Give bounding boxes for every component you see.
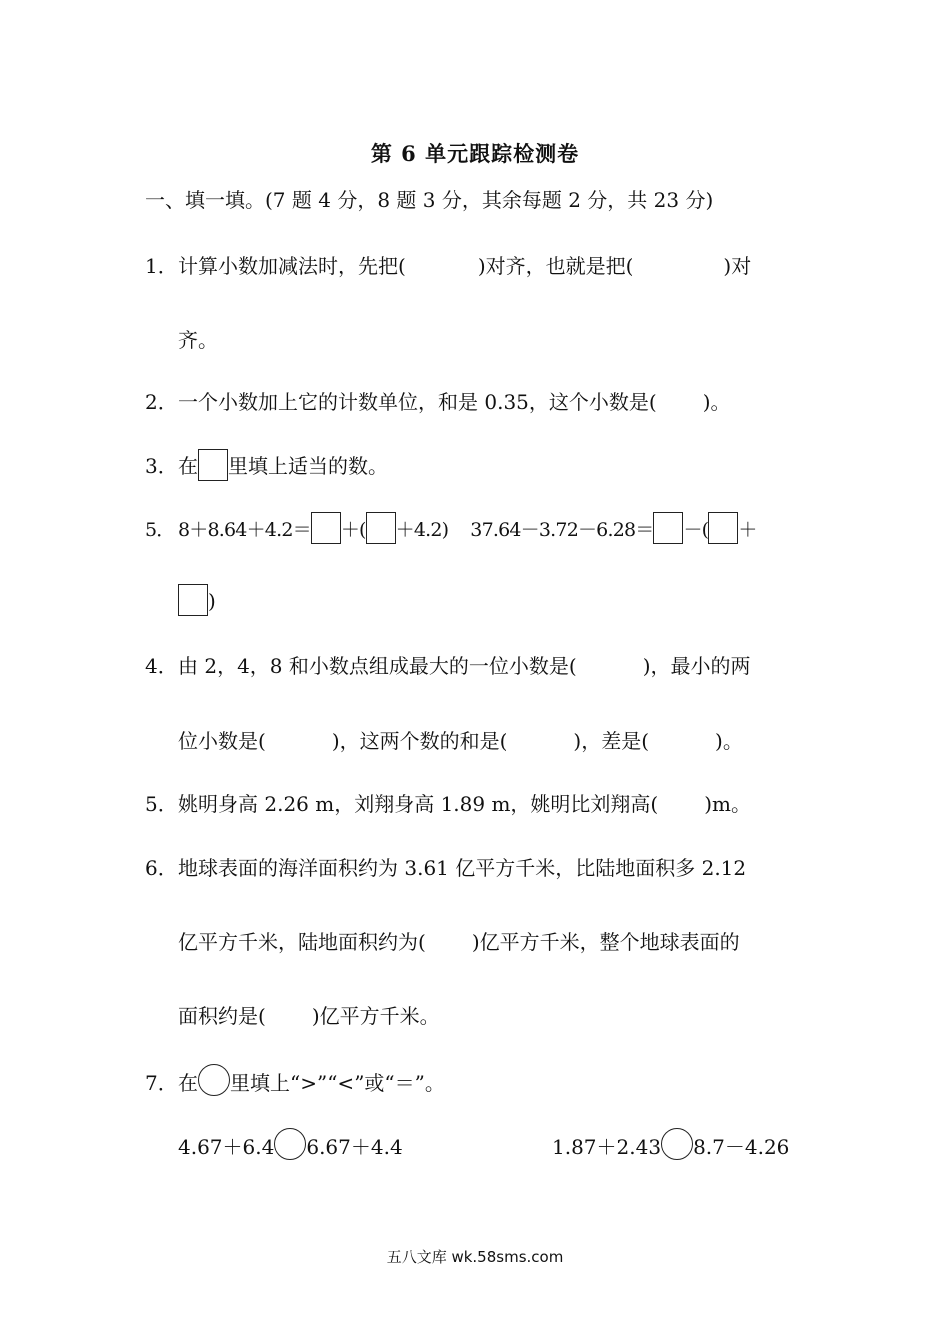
question-text: 一个小数加上它的计数单位，和是 0.35，这个小数是( — [178, 390, 657, 414]
answer-circle[interactable] — [661, 1128, 693, 1160]
answer-circle[interactable] — [274, 1128, 306, 1160]
answer-circle[interactable] — [198, 1064, 230, 1096]
question-number: 5． — [145, 792, 178, 816]
question-text: 亿平方千米，陆地面积约为( — [178, 930, 426, 954]
question-text: )，差是( — [573, 729, 650, 753]
section-heading: 一、填一填。(7 题 4 分，8 题 3 分，其余每题 2 分，共 23 分) — [145, 188, 714, 212]
question-text: 在 — [178, 454, 198, 478]
question-number: 4． — [145, 654, 178, 678]
question-text: 计算小数加减法时，先把( — [178, 254, 406, 278]
question-text: )m。 — [704, 792, 752, 816]
answer-box[interactable] — [311, 512, 341, 544]
answer-box[interactable] — [708, 512, 738, 544]
question-number: 6． — [145, 856, 178, 880]
expression-text: 8＋8.64＋4.2＝ — [178, 519, 311, 541]
question-7 — [145, 1064, 445, 1097]
page-title: 第 6 单元跟踪检测卷 — [370, 141, 580, 166]
expression-text: －( — [683, 519, 709, 541]
question-text: )。 — [715, 729, 743, 753]
answer-box[interactable] — [178, 584, 208, 616]
question-text: 里填上适当的数。 — [228, 454, 388, 478]
question-text: 里填上“>”“<”或“＝”。 — [230, 1071, 445, 1095]
question-text: )亿平方千米。 — [311, 1004, 440, 1028]
compare-left — [178, 1128, 403, 1161]
question-number: 2． — [145, 390, 178, 414]
expression-text: 6.67＋4.4 — [306, 1135, 403, 1159]
expression-text: ＋ — [738, 519, 757, 541]
answer-box[interactable] — [198, 449, 228, 481]
question-text: )亿平方千米，整个地球表面的 — [471, 930, 740, 954]
question-2 — [145, 388, 731, 416]
question-text: 地球表面的海洋面积约为 3.61 亿平方千米，比陆地面积多 2.12 — [178, 856, 747, 880]
question-text: )，这两个数的和是( — [331, 729, 508, 753]
question-5-expressions-cont — [178, 584, 216, 616]
question-3 — [145, 449, 388, 481]
question-4 — [145, 652, 751, 680]
question-6-cont — [178, 928, 740, 956]
expression-text: 4.67＋6.4 — [178, 1135, 275, 1159]
answer-box[interactable] — [653, 512, 683, 544]
question-1 — [145, 252, 751, 280]
expression-text: 37.64－3.72－6.28＝ — [470, 519, 654, 541]
expression-text: 1.87＋2.43 — [552, 1135, 662, 1159]
question-text: 由 2，4，8 和小数点组成最大的一位小数是( — [178, 654, 577, 678]
question-text: )对齐，也就是把( — [477, 254, 634, 278]
question-text: )对 — [723, 254, 752, 278]
question-number: 7． — [145, 1071, 178, 1095]
question-number: 1． — [145, 254, 178, 278]
question-5-expressions — [145, 512, 757, 544]
answer-box[interactable] — [366, 512, 396, 544]
expression-text: 8.7－4.26 — [693, 1135, 790, 1159]
question-number: 3． — [145, 454, 178, 478]
question-text: )，最小的两 — [642, 654, 751, 678]
question-6 — [145, 854, 746, 882]
page-footer: 五八文库 wk.58sms.com — [386, 1248, 564, 1266]
question-number: 5． — [145, 519, 175, 541]
question-text: 在 — [178, 1071, 198, 1095]
question-5 — [145, 790, 751, 818]
question-text: 位小数是( — [178, 729, 266, 753]
expression-text: ＋4.2) — [395, 519, 449, 541]
question-text: )。 — [702, 390, 731, 414]
question-6-cont2 — [178, 1002, 440, 1030]
compare-right — [552, 1128, 789, 1161]
question-4-cont — [178, 727, 743, 755]
expression-text: ＋( — [340, 519, 366, 541]
question-1-cont: 齐。 — [178, 328, 218, 352]
question-text: 姚明身高 2.26 m，刘翔身高 1.89 m，姚明比刘翔高( — [178, 792, 659, 816]
expression-text: ) — [208, 589, 216, 613]
question-text: 面积约是( — [178, 1004, 266, 1028]
